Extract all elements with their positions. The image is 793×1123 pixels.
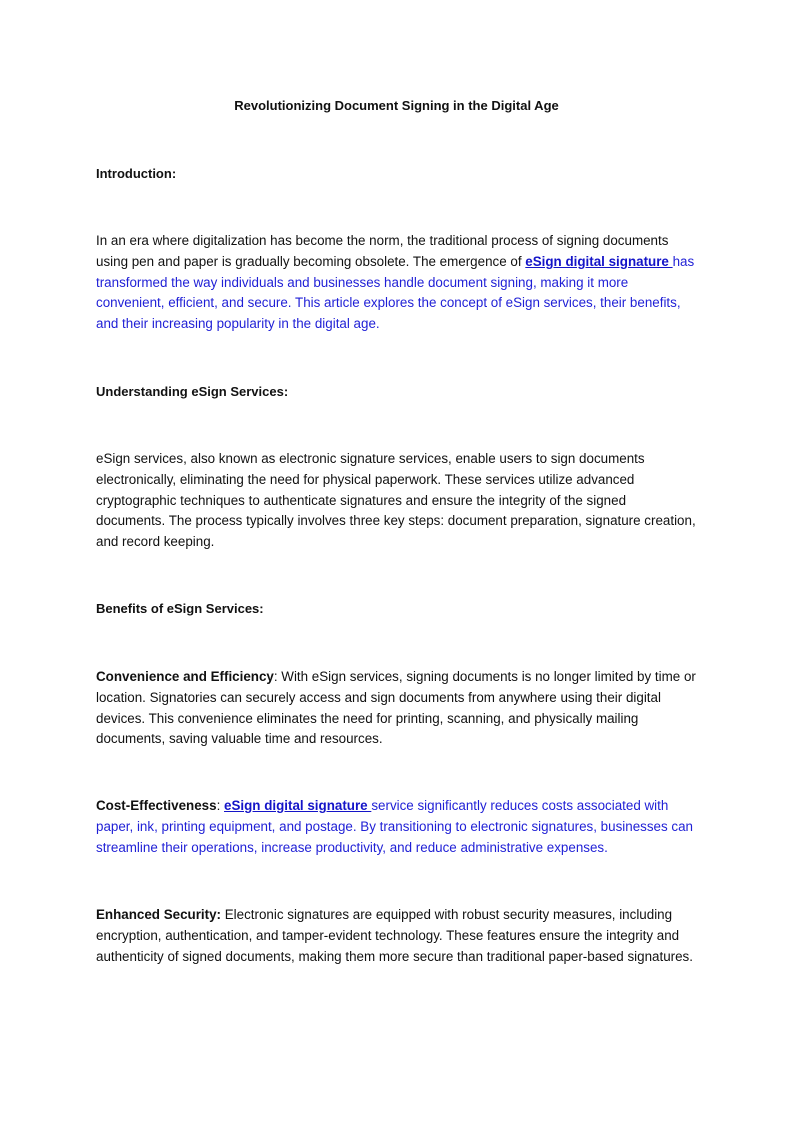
- esign-digital-signature-link[interactable]: eSign digital signature: [525, 253, 673, 269]
- cost-text: service significantly reduces costs associated with paper, ink, printing equipment, and postage. By transitioning to electronic signatures, businesses can streamline their operations, increase productivity, and reduce administrative expenses.: [96, 798, 693, 855]
- cost-paragraph: [96, 796, 696, 858]
- intro-text-start: In an era where digitalization has become the norm, the traditional process of signing documents using pen and paper is gradually becoming obsolete. The emergence of: [96, 233, 669, 269]
- cost-label: Cost-Effectiveness: [96, 798, 217, 813]
- benefits-heading: Benefits of eSign Services:: [96, 601, 264, 616]
- security-paragraph: [96, 905, 696, 967]
- understanding-heading: Understanding eSign Services:: [96, 384, 289, 399]
- intro-text-end: has transformed the way individuals and businesses handle document signing, making it more convenient, efficient, and secure. This article explores the concept of eSign services, their benefits, and their increasing popularity in the digital age.: [96, 253, 695, 332]
- understanding-paragraph: eSign services, also known as electronic signature services, enable users to sign documents electronically, eliminating the need for physical paperwork. These services utilize advanced cryptographic techniques to authenticate signatures and ensure the integrity of the signed documents. The process typically involves three key steps: document preparation, signature creation, and record keeping.: [96, 451, 696, 550]
- convenience-paragraph: [96, 667, 696, 750]
- convenience-label: Convenience and Efficiency: [96, 669, 274, 684]
- intro-paragraph: [96, 231, 696, 335]
- cost-separator: :: [216, 798, 225, 813]
- security-label: Enhanced Security:: [96, 907, 222, 922]
- convenience-text: : With eSign services, signing documents is no longer limited by time or location. Signatories can securely access and sign documents from anywhere using their digital devices. This convenience eliminates the need for printing, scanning, and physically mailing documents, saving valuable time and resources.: [96, 669, 696, 747]
- intro-heading: Introduction:: [96, 166, 177, 181]
- security-text: Electronic signatures are equipped with robust security measures, including encryption, authentication, and tamper-evident technology. These features ensure the integrity and authenticity of signed documents, making them more secure than traditional paper-based signatures.: [96, 907, 693, 964]
- esign-digital-signature-link-2[interactable]: eSign digital signature: [224, 798, 372, 813]
- document-title: Revolutionizing Document Signing in the Digital Age: [234, 98, 559, 113]
